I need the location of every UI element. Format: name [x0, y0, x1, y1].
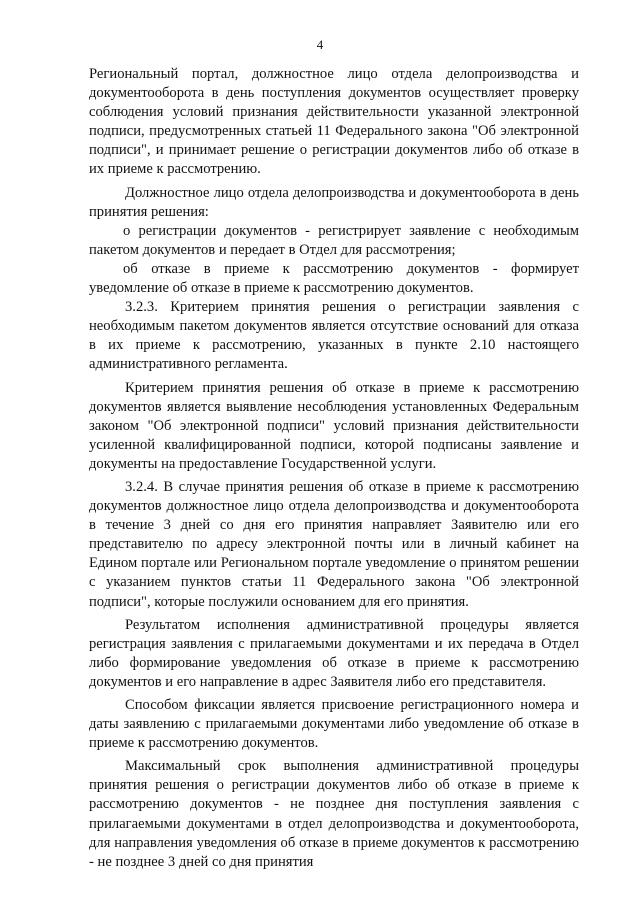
paragraph-procedure-result: Результатом исполнения административной процедуры является регистрация заявления с прилагаемыми документами и их передача в Отдел либо формирование уведомления об отказе в приеме к рассмотрению документов и его направление в адрес Заявителя либо его представителя. [89, 616, 579, 690]
paragraph-registration-option: о регистрации документов - регистрирует заявление с необходимым пакетом документов и передает в Отдел для рассмотрения; [89, 222, 579, 258]
paragraph-refusal-criterion: Критерием принятия решения об отказе в приеме к рассмотрению документов является выявление несоблюдения установленных Федеральным законом "Об электронной подписи" условий признания действительности усиленной квалифицированной подписи, которой подписаны заявление и документы на предоставление Государственной услуги. [89, 379, 579, 472]
paragraph-max-duration: Максимальный срок выполнения административной процедуры принятия решения о регистрации документов либо об отказе в приеме к рассмотрению документов - не позднее дня поступления заявления с прилагаемыми документами в отдел делопроизводства и документооборота, для направления уведомления об отказе в приеме документов к рассмотрению - не позднее 3 дней со дня принятия [89, 758, 579, 870]
paragraph-3-2-3: 3.2.3. Критерием принятия решения о регистрации заявления с необходимым пакетом документов является отсутствие оснований для отказа в их приеме к рассмотрению, указанных в пункте 2.10 настоящего административного регламента. [89, 299, 579, 373]
paragraph-refusal-option: об отказе в приеме к рассмотрению документов - формирует уведомление об отказе в приеме к рассмотрению документов. [89, 260, 579, 297]
page-number: 4 [316, 37, 324, 52]
paragraph-fixation-method: Способом фиксации является присвоение регистрационного номера и даты заявлению с прилагаемыми документами либо уведомление об отказе в приеме к рассмотрению документов. [89, 697, 579, 752]
paragraph-official-decision: Должностное лицо отдела делопроизводства и документооборота в день принятия решения: [89, 184, 579, 220]
paragraph-3-2-4: 3.2.4. В случае принятия решения об отказе в приеме к рассмотрению документов должностное лицо отдела делопроизводства и документооборота в течение 3 дней со дня его принятия направляет Заявителю или его представителю по адресу электронной почты или в личный кабинет на Едином портале или Региональном портале уведомление о принятом решении с указанием пунктов статьи 11 Федерального закона "Об электронной подписи", которые послужили основанием для его принятия. [89, 478, 579, 610]
document-body [89, 65, 579, 872]
paragraph-portal-verification: Региональный портал, должностное лицо отдела делопроизводства и документооборота в день поступления документов осуществляет проверку соблюдения условий признания действительности указанной электронной подписи, предусмотренных статьей 11 Федерального закона "Об электронной подписи", и принимает решение о регистрации документов либо об отказе в их приеме к рассмотрению. [89, 66, 579, 178]
